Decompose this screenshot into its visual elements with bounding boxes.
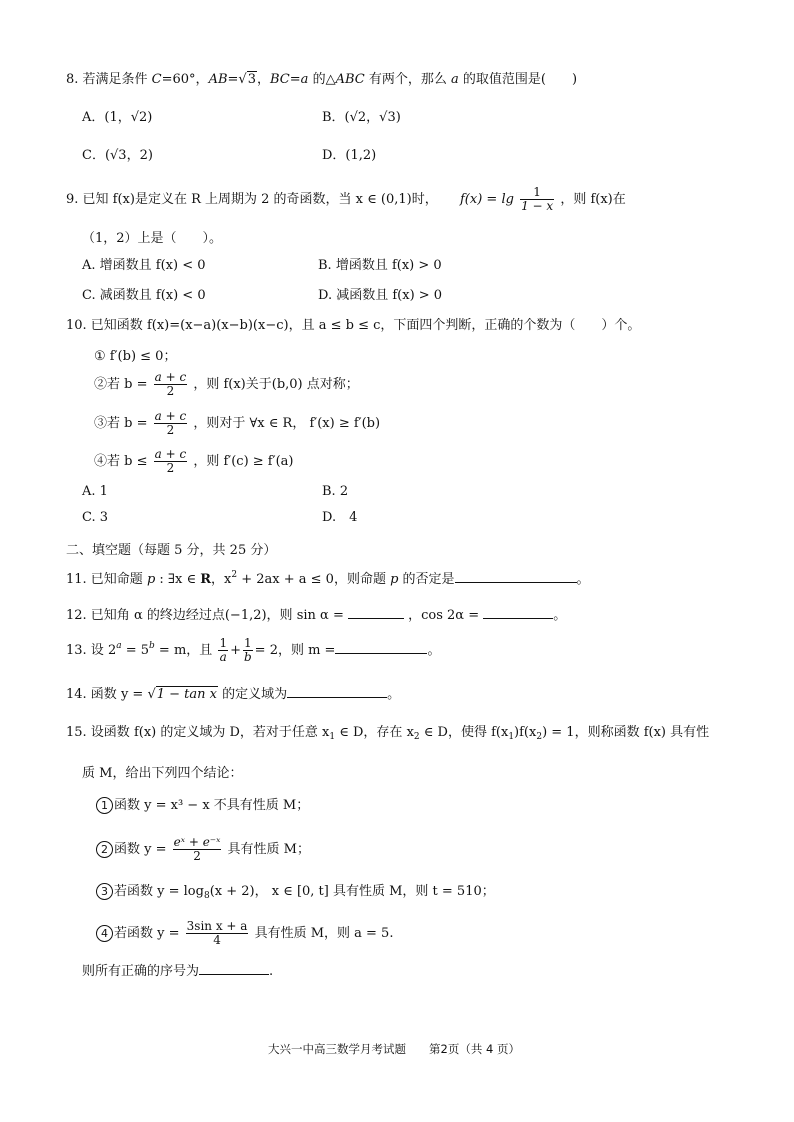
q11-text: 2 [231, 570, 238, 580]
q10-option-c: C. 3 [82, 510, 109, 525]
q15-text: 则所有正确的序号为 [82, 964, 200, 979]
q10-text: ，则 f′(c) ≥ f′(a) [193, 454, 294, 469]
q15-text: 函数 y = [114, 842, 167, 857]
q14: 14. 函数 y = √1 − tan x 的定义域为 。 [66, 687, 401, 702]
q15-conclusion-4 [96, 920, 393, 947]
q15-text: 若函数 y = [114, 926, 180, 941]
q9-frac-num: 1 [520, 186, 554, 200]
q12-text: 12. 已知角 α 的终边经过点(−1,2)，则 sin α = [66, 608, 344, 623]
q8-text: 8. 若满足条件 [66, 72, 152, 87]
q13-fraction-a [218, 637, 228, 664]
q10-text: ②若 b = [94, 377, 148, 392]
q13-text: + [230, 643, 241, 658]
circled-number-3: 3 [96, 883, 113, 900]
q10-fraction [154, 410, 188, 437]
q12-sin-blank [348, 607, 404, 619]
q8-text: = [289, 72, 301, 87]
q14-radicand: 1 − tan x [156, 687, 217, 702]
q15-text: 15. 设函数 f(x) 的定义域为 D，若对于任意 x [66, 725, 330, 740]
q15-text: . [269, 964, 274, 979]
q14-text: 14. 函数 y = [66, 687, 144, 702]
q8-text: ， [257, 72, 271, 87]
q15-text: 若函数 y = log [114, 884, 204, 899]
q15-frac-num: eˣ + e⁻ˣ [173, 835, 221, 849]
q11-text: R [200, 572, 212, 587]
q11-text: 的否定是 [398, 572, 455, 587]
q11-text: : ∃x ∈ [155, 572, 201, 587]
q13-text: b [149, 641, 155, 651]
q10-text: ，则对于 ∀x ∈ R， f′(x) ≥ f′(b) [193, 416, 381, 431]
q8-option-b: B．(√2，√3) [322, 110, 401, 125]
q10-frac-num: a + c [154, 409, 187, 423]
q8-text: C [151, 72, 162, 87]
q8-text: ABC [335, 72, 365, 87]
q14-text: 。 [387, 687, 401, 702]
q15-conclusion-3 [96, 883, 495, 901]
q13-text: 13. 设 2 [66, 643, 117, 658]
q9-option-b: B. 增函数且 f(x) > 0 [318, 258, 442, 273]
q8-option-c: C．(√3，2) [82, 148, 153, 163]
q11-answer-blank [455, 571, 577, 583]
q9-frac-den: 1 − x [521, 199, 554, 213]
q10-frac-num: a + c [154, 370, 187, 384]
q15-text: ∈ D，存在 x [335, 725, 414, 740]
q10-frac-den: 2 [166, 423, 175, 437]
q8-text: 的取值范围是( ) [458, 72, 578, 87]
q13-frac-den: a [219, 650, 227, 664]
q15-text: 函数 y = x³ − x 不具有性质 M； [114, 798, 310, 813]
q10-statement-3 [94, 410, 380, 437]
circled-number-4: 4 [96, 925, 113, 942]
q15-text: 具有性质 M，则 a = 5. [254, 926, 394, 941]
q10-fraction [154, 448, 188, 475]
q15-text: 1 [508, 732, 515, 742]
page-footer: 大兴一中高三数学月考试题 第2页（共 4 页） [268, 1042, 520, 1056]
q8-text: 有两个，那么 [364, 72, 451, 87]
q9-text: f(x) = lg [460, 192, 514, 207]
q13-text: a [116, 641, 122, 651]
q10-statement-4 [94, 448, 293, 475]
q8-text: 3 [247, 72, 256, 87]
q10-option-b: B. 2 [322, 484, 349, 499]
q8-text: AB [208, 72, 228, 87]
q11-text: 11. 已知命题 [66, 572, 147, 587]
q15-final [82, 963, 273, 978]
q15-answer-blank [199, 963, 269, 975]
q15-conclusion-2 [96, 836, 310, 863]
circled-number-2: 2 [96, 841, 113, 858]
q9-stem [66, 186, 626, 213]
q8-text: a [300, 72, 309, 87]
q10-option-a: A. 1 [82, 484, 108, 499]
q10-option-d: D. 4 [322, 510, 358, 525]
q15-text: (x + 2)， x ∈ [0, t] 具有性质 M，则 t = 510； [209, 884, 495, 899]
q13-frac-num: 1 [219, 636, 228, 650]
q15-text: ∈ D，使得 f(x [419, 725, 509, 740]
q10-text: ，则 f(x)关于(b,0) 点对称； [193, 377, 359, 392]
q15-text: 2 [536, 732, 543, 742]
q15-conclusion-1 [96, 797, 309, 814]
q12 [66, 607, 566, 622]
q13-text: 。 [427, 643, 441, 658]
q15-text: )f(x [514, 725, 537, 740]
q11-text: + 2ax + a ≤ 0，则命题 [237, 572, 391, 587]
q11-text: p [146, 572, 156, 587]
q15-text: 1 [329, 732, 336, 742]
q11-text: ，x [211, 572, 232, 587]
q12-text: ，cos 2α = [408, 608, 480, 623]
q13-text: = 2，则 m = [254, 643, 336, 658]
q12-text: 。 [553, 608, 567, 623]
q8-text: 的△ [308, 72, 336, 87]
q8-text: = [227, 72, 239, 87]
q10-text: ③若 b = [94, 416, 148, 431]
q13-answer-blank [335, 642, 427, 654]
q15-text: 具有性质 M； [227, 842, 310, 857]
circled-number-1: 1 [96, 797, 113, 814]
q8-text: =60°， [161, 72, 209, 87]
q9-option-a: A. 增函数且 f(x) < 0 [82, 258, 206, 273]
q8-option-d: D．(1,2) [322, 148, 377, 163]
q10-statement-2 [94, 371, 359, 398]
q10-frac-den: 2 [166, 384, 175, 398]
q14-text: 的定义域为 [217, 687, 288, 702]
q15-fraction [186, 920, 249, 947]
q9-option-c: C. 减函数且 f(x) < 0 [82, 288, 206, 303]
section-2-heading: 二、填空题（每题 5 分，共 25 分） [66, 543, 277, 558]
q15-frac-den: 2 [193, 849, 201, 863]
q10-frac-den: 2 [166, 461, 175, 475]
q15-frac-num: 3sin x + a [186, 919, 248, 933]
q15-frac-den: 4 [213, 933, 221, 947]
q15-stem-line2: 质 M，给出下列四个结论： [82, 766, 243, 781]
q13-fraction-b [243, 637, 253, 664]
q8-text: a [450, 72, 459, 87]
q13 [66, 637, 440, 664]
q9-fraction [520, 186, 554, 213]
q13-text: = 5 [121, 643, 150, 658]
q9-option-d: D. 减函数且 f(x) > 0 [318, 288, 443, 303]
q15-text: ) = 1，则称函数 f(x) 具有性 [542, 725, 710, 740]
q9-text: 9. 已知 f(x)是定义在 R 上周期为 2 的奇函数，当 x ∈ (0,1)时， [66, 192, 438, 207]
q15-text: 8 [203, 891, 210, 901]
q10-stem: 10. 已知函数 f(x)=(x−a)(x−b)(x−c)，且 a ≤ b ≤ c，下面四个判断，正确的个数为（ ）个。 [66, 318, 641, 333]
q13-text: = m，且 [154, 643, 213, 658]
q11: 11. 已知命题 p : ∃x ∈ R，$x^2 + 2ax + a \le 0$，则命题 p 的否定是 。 [66, 570, 590, 587]
q14-answer-blank [287, 686, 387, 698]
q9-text: ，则 f(x)在 [560, 192, 626, 207]
q13-frac-num: 1 [244, 636, 252, 650]
q10-frac-num: a + c [154, 447, 187, 461]
q15-fraction [173, 836, 222, 863]
q11-text: p [390, 572, 399, 587]
q12-cos-blank [483, 607, 553, 619]
q9-stem-line2: （1，2）上是（ ）。 [82, 231, 223, 246]
q10-text: ④若 b ≤ [94, 454, 148, 469]
q8-option-a: A．(1，√2) [82, 110, 153, 125]
q10-statement-1: ① f′(b) ≤ 0； [94, 349, 177, 364]
q8-stem: 8. 若满足条件 C=60°，AB=√3，BC=a 的△ABC 有两个，那么 a 的取值范围是( ) [66, 72, 578, 87]
q15-stem [66, 726, 709, 742]
q10-fraction [154, 371, 188, 398]
q8-text: BC [270, 72, 290, 87]
q15-text: 2 [413, 732, 420, 742]
q13-frac-den: b [243, 650, 252, 664]
